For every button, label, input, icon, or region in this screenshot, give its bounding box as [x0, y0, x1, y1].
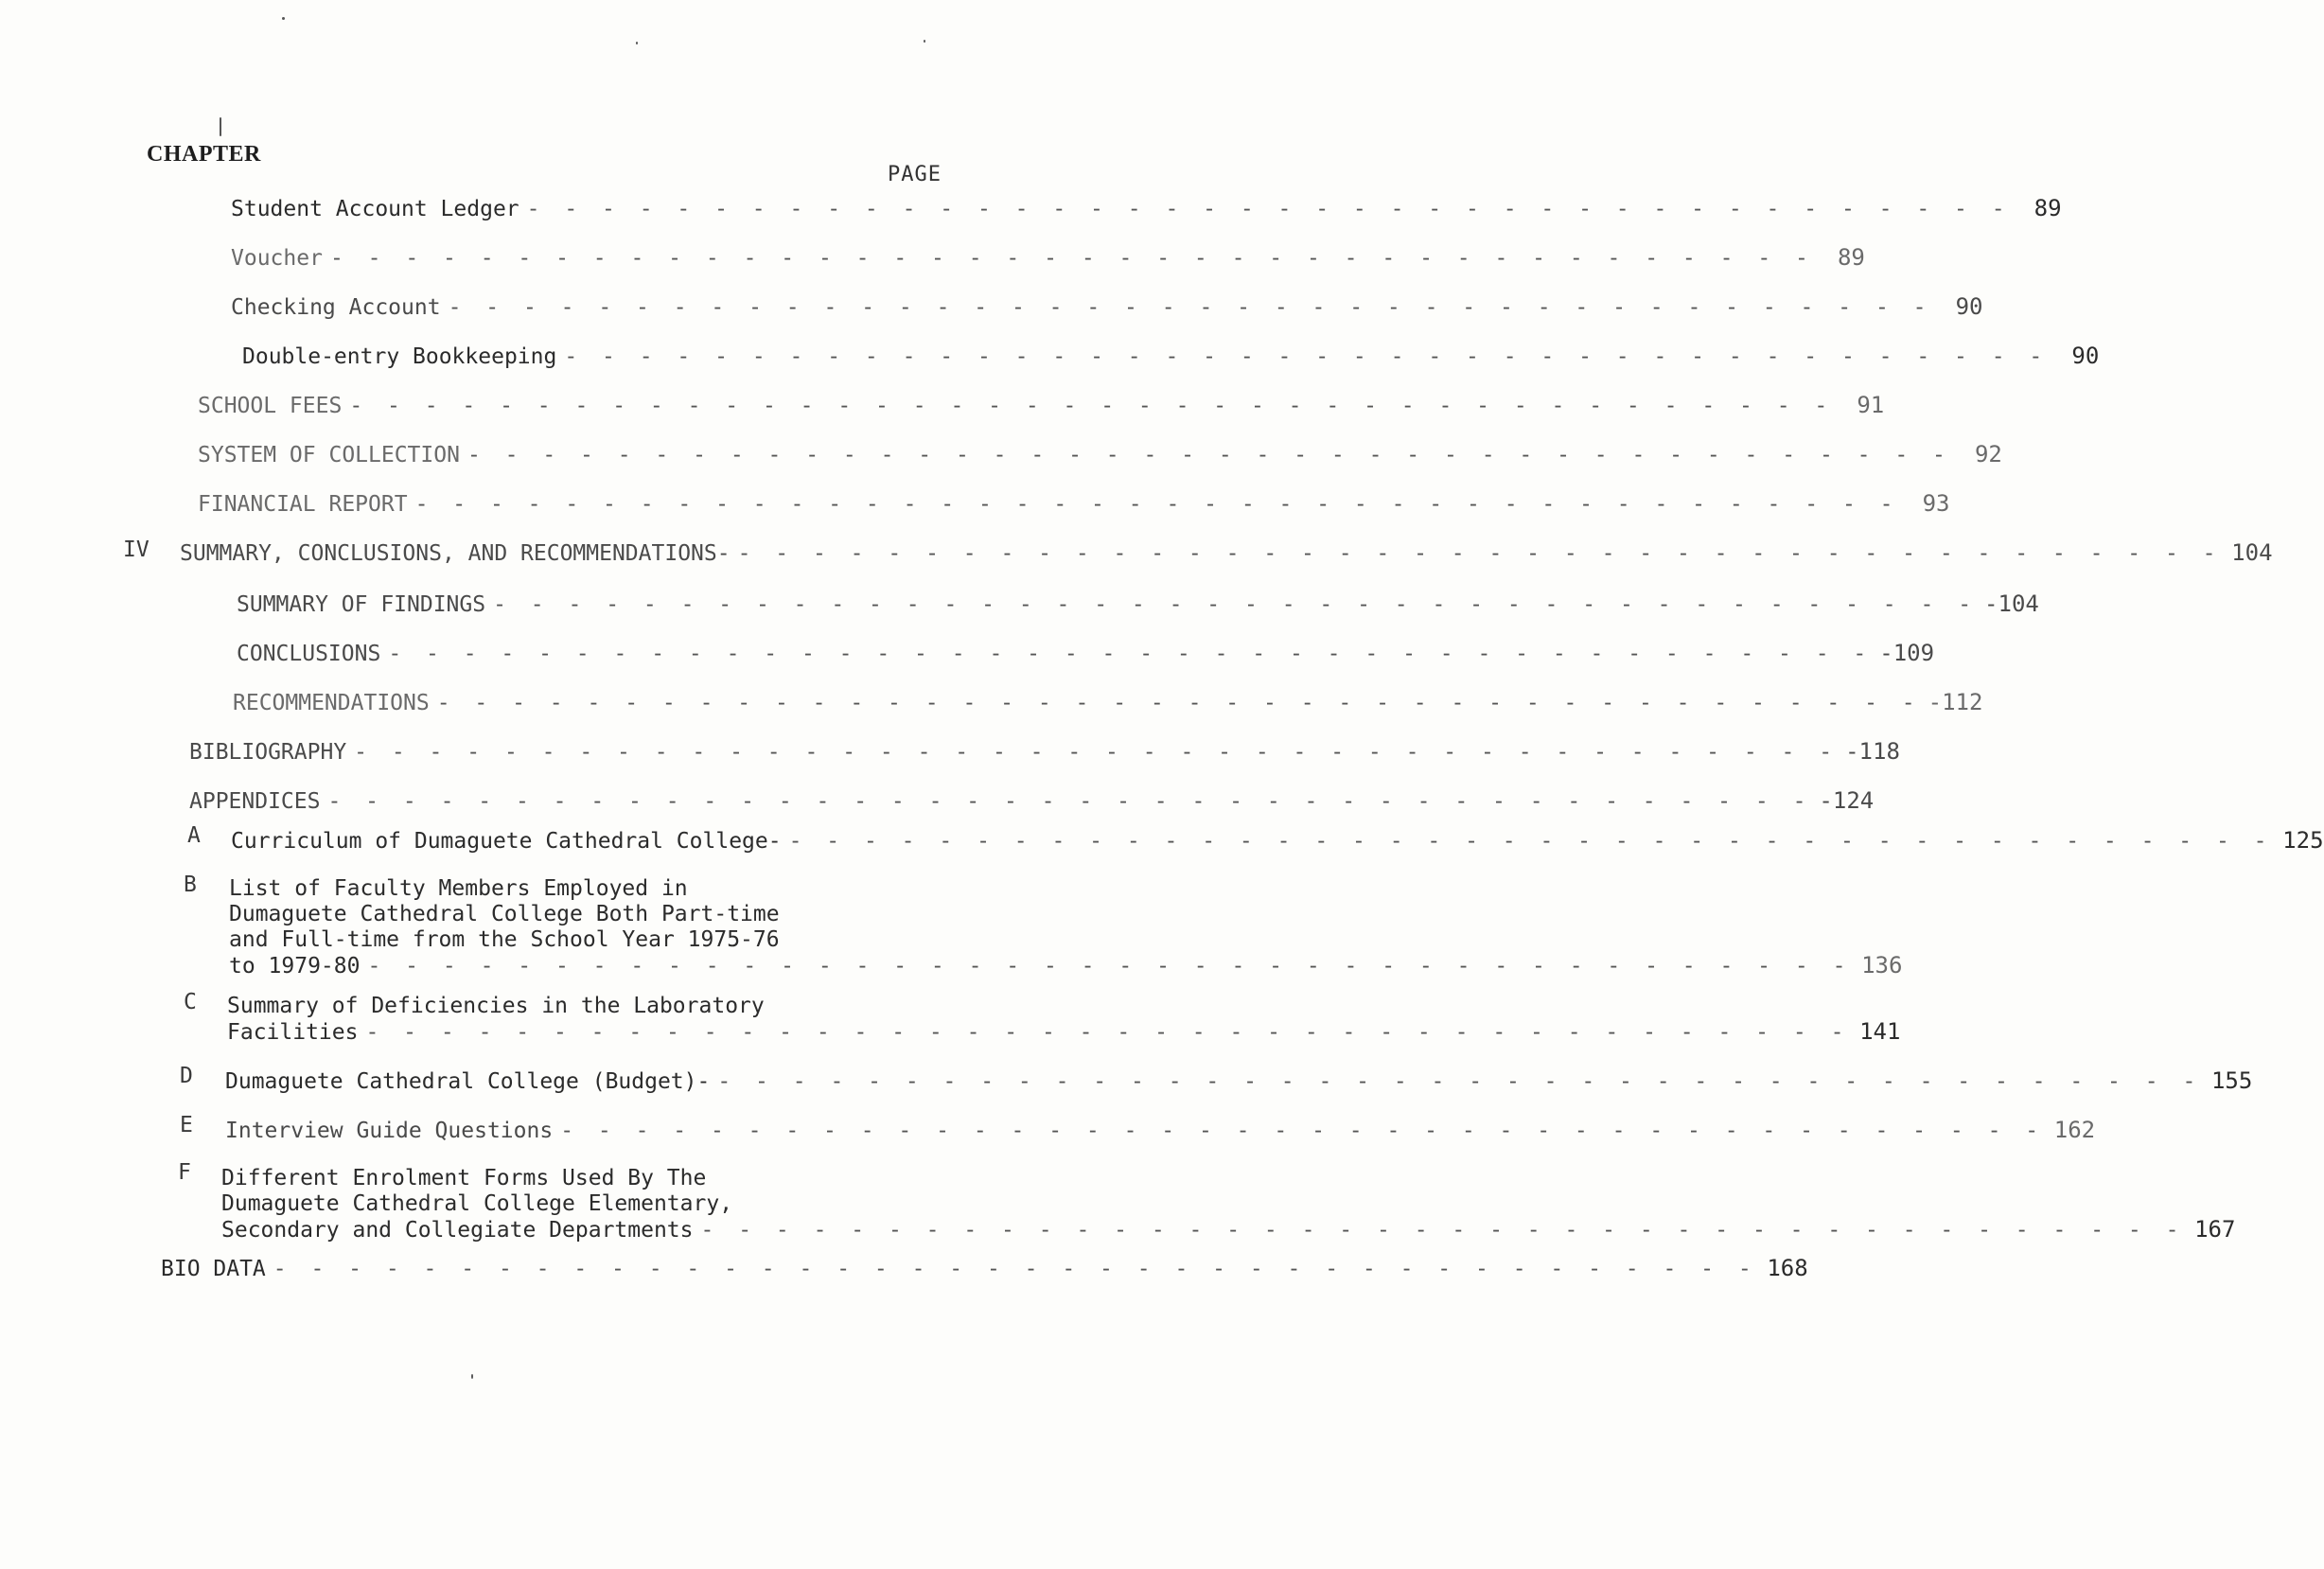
- appendix-entry: [221, 1166, 2236, 1243]
- appendix-letter: A: [187, 823, 201, 848]
- toc-entry-bio-data: [161, 1255, 1808, 1285]
- dot-leader: - - - - - - - - - - - - - - - - - - - - - - - - - - - - - - - - - - - - - - - -: [354, 740, 1839, 765]
- dot-leader: - - - - - - - - - - - - - - - - - - - - - - - - - - - - - - - - - - - - - - - -: [700, 1218, 2185, 1243]
- entry-page: 136: [1861, 952, 1903, 978]
- dot-leader: - - - - - - - - - - - - - - - - - - - - - - - - - - - - - - - - - - - - - - - -: [493, 592, 1978, 617]
- page-header: PAGE: [888, 163, 942, 186]
- appendix-letter: F: [178, 1160, 191, 1185]
- entry-line: List of Faculty Members Employed in: [229, 876, 688, 901]
- toc-entry: [242, 343, 2100, 373]
- entry-line: Dumaguete Cathedral College Elementary,: [221, 1191, 733, 1216]
- entry-label: CONCLUSIONS: [237, 642, 381, 666]
- entry-page: 89: [2034, 195, 2062, 221]
- entry-page: 167: [2194, 1216, 2236, 1243]
- entry-label: Interview Guide Questions: [225, 1119, 554, 1143]
- dot-leader: - - - - - - - - - - - - - - - - - - - - - - - - - - - - - - - - - - - - - - - -: [467, 443, 1951, 467]
- entry-label: Dumaguete Cathedral College (Budget)-: [225, 1069, 711, 1094]
- toc-entry: [231, 244, 1865, 274]
- appendix-letter: E: [180, 1113, 193, 1137]
- dot-leader: - - - - - - - - - - - - - - - - - - - - - - - - - - - - - - - - - - - - - - - -: [788, 829, 2273, 854]
- entry-label: Curriculum of Dumaguete Cathedral College-: [231, 829, 782, 854]
- scan-speck: [636, 42, 638, 44]
- toc-entry: [189, 787, 1875, 818]
- entry-label: to 1979-80: [229, 954, 361, 978]
- entry-page: 92: [1974, 441, 2002, 467]
- dot-leader: - - - - - - - - - - - - - - - - - - - - - - - - - - - - - - - - - - - - - - - -: [717, 1069, 2202, 1094]
- appendix-letter: C: [184, 990, 197, 1014]
- appendix-entry: [229, 876, 1903, 979]
- entry-page: 90: [1955, 293, 1983, 320]
- entry-page: 125: [2282, 827, 2324, 854]
- entry-last-line: [221, 1216, 2236, 1243]
- dot-leader: - - - - - - - - - - - - - - - - - - - - - - - - - - - - - - - - - - - - - - - -: [349, 394, 1834, 418]
- entry-label: FINANCIAL REPORT: [198, 492, 408, 517]
- toc-entry: [237, 640, 1935, 670]
- chapter-number: IV: [123, 538, 150, 562]
- appendix-entry: [227, 994, 1901, 1046]
- entry-label: BIO DATA: [161, 1257, 266, 1281]
- dot-leader: - - - - - - - - - - - - - - - - - - - - - - - - - - - - - - - - - - - - - - - -: [526, 197, 2011, 221]
- entry-page: 93: [1922, 490, 1950, 517]
- toc-entry: [233, 689, 1983, 719]
- toc-entry: [231, 293, 1983, 324]
- entry-page: 155: [2210, 1067, 2253, 1094]
- dot-leader: - - - - - - - - - - - - - - - - - - - - - - - - - - - - - - - - - - - - - - - -: [273, 1257, 1757, 1281]
- dot-leader: - - - - - - - - - - - - - - - - - - - - - - - - - - - - - - - - - - - - - - - -: [329, 246, 1814, 271]
- appendix-letter: D: [180, 1064, 193, 1088]
- entry-page: -124: [1819, 787, 1875, 814]
- entry-line: Different Enrolment Forms Used By The: [221, 1166, 707, 1190]
- entry-label: BIBLIOGRAPHY: [189, 740, 347, 765]
- appendix-entry: [225, 1117, 2096, 1147]
- entry-last-line: [227, 1018, 1901, 1046]
- dot-leader: - - - - - - - - - - - - - - - - - - - - - - - - - - - - - - - - - - - - - - - -: [388, 642, 1873, 666]
- entry-page: 104: [2231, 539, 2273, 566]
- entry-page: -112: [1928, 689, 1983, 715]
- toc-entry: [237, 591, 2039, 621]
- chapter-header: CHAPTER: [147, 142, 261, 167]
- entry-label: APPENDICES: [189, 789, 321, 814]
- dot-leader: - - - - - - - - - - - - - - - - - - - - - - - - - - - - - - - - - - - - - - - -: [327, 789, 1812, 814]
- scan-speck: [471, 1374, 473, 1379]
- entry-label: Secondary and Collegiate Departments: [221, 1218, 694, 1243]
- dot-leader: - - - - - - - - - - - - - - - - - - - - - - - - - - - - - - - - - - - - - - - -: [564, 344, 2049, 369]
- scan-speck: [282, 17, 285, 20]
- entry-label: Double-entry Bookkeeping: [242, 344, 557, 369]
- entry-line: and Full-time from the School Year 1975-76: [229, 927, 780, 952]
- appendix-entry: [225, 1067, 2253, 1098]
- dot-leader: - - - - - - - - - - - - - - - - - - - - - - - - - - - - - - - - - - - - - - - -: [448, 295, 1932, 320]
- appendix-entry: [231, 827, 2324, 857]
- entry-label: SUMMARY, CONCLUSIONS, AND RECOMMENDATIONS-: [180, 541, 731, 566]
- entry-last-line: [229, 952, 1903, 979]
- entry-label: Facilities: [227, 1020, 359, 1045]
- entry-page: 90: [2071, 343, 2100, 369]
- dot-leader: - - - - - - - - - - - - - - - - - - - - - - - - - - - - - - - - - - - - - - - -: [367, 954, 1852, 978]
- toc-entry: [189, 738, 1900, 768]
- scan-speck: [220, 117, 221, 136]
- entry-page: -118: [1845, 738, 1900, 765]
- entry-label: Student Account Ledger: [231, 197, 519, 221]
- toc-entry: [231, 195, 2062, 225]
- entry-label: Checking Account: [231, 295, 441, 320]
- toc-entry: [198, 490, 1950, 520]
- dot-leader: - - - - - - - - - - - - - - - - - - - - - - - - - - - - - - - - - - - - - - - -: [737, 541, 2222, 566]
- entry-page: 89: [1837, 244, 1865, 271]
- appendix-letter: B: [184, 873, 197, 897]
- entry-page: 141: [1859, 1018, 1901, 1045]
- dot-leader: - - - - - - - - - - - - - - - - - - - - - - - - - - - - - - - - - - - - - - - -: [414, 492, 1899, 517]
- dot-leader: - - - - - - - - - - - - - - - - - - - - - - - - - - - - - - - - - - - - - - - -: [560, 1119, 2045, 1143]
- toc-chapter-entry: [180, 539, 2273, 570]
- entry-page: -104: [1984, 591, 2039, 617]
- entry-page: 162: [2053, 1117, 2096, 1143]
- entry-label: SUMMARY OF FINDINGS: [237, 592, 486, 617]
- entry-page: 91: [1857, 392, 1885, 418]
- toc-entry: [198, 392, 1885, 422]
- entry-page: 168: [1767, 1255, 1808, 1281]
- entry-label: Voucher: [231, 246, 323, 271]
- entry-label: SCHOOL FEES: [198, 394, 343, 418]
- scan-speck: [924, 40, 925, 43]
- entry-page: -109: [1879, 640, 1935, 666]
- dot-leader: - - - - - - - - - - - - - - - - - - - - - - - - - - - - - - - - - - - - - - - -: [436, 691, 1921, 715]
- entry-line: Dumaguete Cathedral College Both Part-time: [229, 902, 780, 926]
- entry-label: RECOMMENDATIONS: [233, 691, 430, 715]
- entry-label: SYSTEM OF COLLECTION: [198, 443, 460, 467]
- toc-entry: [198, 441, 2002, 471]
- entry-line: Summary of Deficiencies in the Laboratory: [227, 994, 765, 1018]
- dot-leader: - - - - - - - - - - - - - - - - - - - - - - - - - - - - - - - - - - - - - - - -: [365, 1020, 1850, 1045]
